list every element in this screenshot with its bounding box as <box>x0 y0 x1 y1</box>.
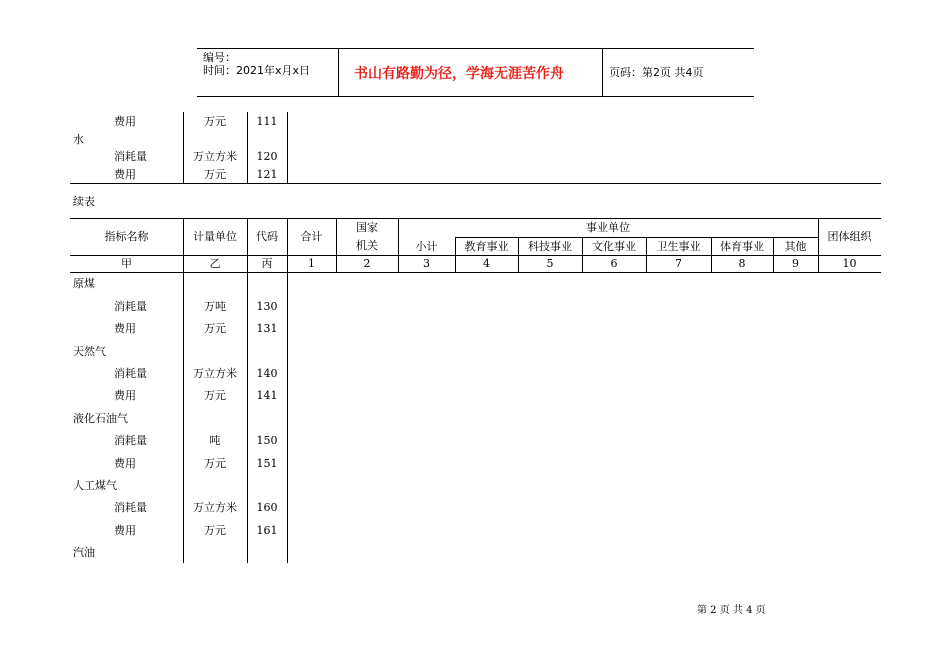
row-category: 天然气 <box>73 345 106 358</box>
header-culture: 文化事业 <box>592 240 636 253</box>
row-name: 费用 <box>114 168 136 181</box>
row-code: 130 <box>256 300 278 313</box>
row-name: 消耗量 <box>114 150 147 163</box>
row-unit: 万元 <box>204 168 226 181</box>
index-cell: 3 <box>423 257 430 270</box>
row-unit: 万元 <box>204 389 226 402</box>
row-code: 131 <box>256 322 278 335</box>
page-label: 页码：第2页 共4页 <box>609 66 704 79</box>
row-code: 150 <box>256 434 278 447</box>
row-code: 160 <box>256 501 278 514</box>
index-cell: 甲 <box>121 257 132 270</box>
header-state-org-1: 国家 <box>356 221 378 234</box>
row-category: 水 <box>73 133 84 146</box>
body-col-line-2 <box>247 272 248 563</box>
header-unit: 计量单位 <box>193 230 237 243</box>
index-cell: 8 <box>738 257 746 270</box>
row-name: 消耗量 <box>114 300 147 313</box>
row-name: 费用 <box>114 322 136 335</box>
body-col-line-3 <box>287 272 288 563</box>
header-bottom-line <box>70 255 881 256</box>
number-label: 编号： <box>203 51 236 64</box>
top-table-bottom-border <box>70 183 881 184</box>
row-code: 121 <box>256 168 278 181</box>
motto-text: 书山有路勤为径，学海无涯苦作舟 <box>354 66 564 82</box>
index-cell: 10 <box>842 257 857 270</box>
row-name: 费用 <box>114 389 136 402</box>
header-groups: 团体组织 <box>827 230 872 243</box>
row-unit: 万立方米 <box>193 367 237 380</box>
header-code: 代码 <box>256 230 278 243</box>
row-code: 111 <box>256 115 278 128</box>
header-divider-2 <box>602 48 603 97</box>
header-total: 合计 <box>300 230 323 243</box>
row-code: 161 <box>256 524 278 537</box>
row-code: 120 <box>256 150 278 163</box>
header-health: 卫生事业 <box>656 240 701 253</box>
header-sports: 体育事业 <box>720 240 764 253</box>
row-code: 140 <box>256 367 278 380</box>
row-name: 费用 <box>114 457 136 470</box>
header-divider-1 <box>338 48 339 97</box>
table-top-border <box>70 218 881 219</box>
row-code: 151 <box>256 457 278 470</box>
index-cell: 5 <box>546 257 554 270</box>
index-row-bottom-line <box>70 272 881 273</box>
header-state-org-2: 机关 <box>356 239 378 252</box>
row-unit: 吨 <box>209 434 221 447</box>
index-cell: 1 <box>308 257 315 270</box>
row-unit: 万元 <box>204 322 226 335</box>
row-category: 原煤 <box>73 277 95 290</box>
index-cell: 乙 <box>209 257 221 270</box>
row-unit: 万立方米 <box>193 150 237 163</box>
row-unit: 万元 <box>204 115 226 128</box>
row-unit: 万元 <box>204 457 226 470</box>
row-name: 消耗量 <box>114 367 147 380</box>
continued-label: 续表 <box>73 195 95 208</box>
row-category: 汽油 <box>73 546 95 559</box>
page-footer: 第 2 页 共 4 页 <box>697 605 766 616</box>
row-unit: 万元 <box>204 524 226 537</box>
row-name: 消耗量 <box>114 434 147 447</box>
index-cell: 6 <box>610 257 618 270</box>
header-top-border <box>197 48 754 49</box>
index-cell: 9 <box>792 257 799 270</box>
header-other: 其他 <box>784 240 807 253</box>
row-unit: 万立方米 <box>193 501 237 514</box>
header-science: 科技事业 <box>528 240 572 253</box>
row-name: 费用 <box>114 524 136 537</box>
row-unit: 万吨 <box>204 300 226 313</box>
header-public-institutions: 事业单位 <box>586 221 630 234</box>
body-col-line-1 <box>183 272 184 563</box>
row-code: 141 <box>256 389 278 402</box>
time-label: 时间：2021年x月x日 <box>203 64 311 77</box>
row-category: 液化石油气 <box>73 412 128 425</box>
header-education: 教育事业 <box>464 240 509 253</box>
header-subtotal: 小计 <box>415 240 438 253</box>
subheader-line <box>455 237 818 238</box>
index-cell: 4 <box>483 257 490 270</box>
row-name: 费用 <box>114 115 136 128</box>
header-bottom-border <box>197 96 754 97</box>
index-cell: 丙 <box>261 257 273 270</box>
index-cell: 7 <box>675 257 682 270</box>
row-name: 消耗量 <box>114 501 147 514</box>
row-category: 人工煤气 <box>73 479 117 492</box>
index-cell: 2 <box>363 257 371 270</box>
top-col-line-3 <box>287 112 288 184</box>
header-indicator-name: 指标名称 <box>104 230 149 243</box>
